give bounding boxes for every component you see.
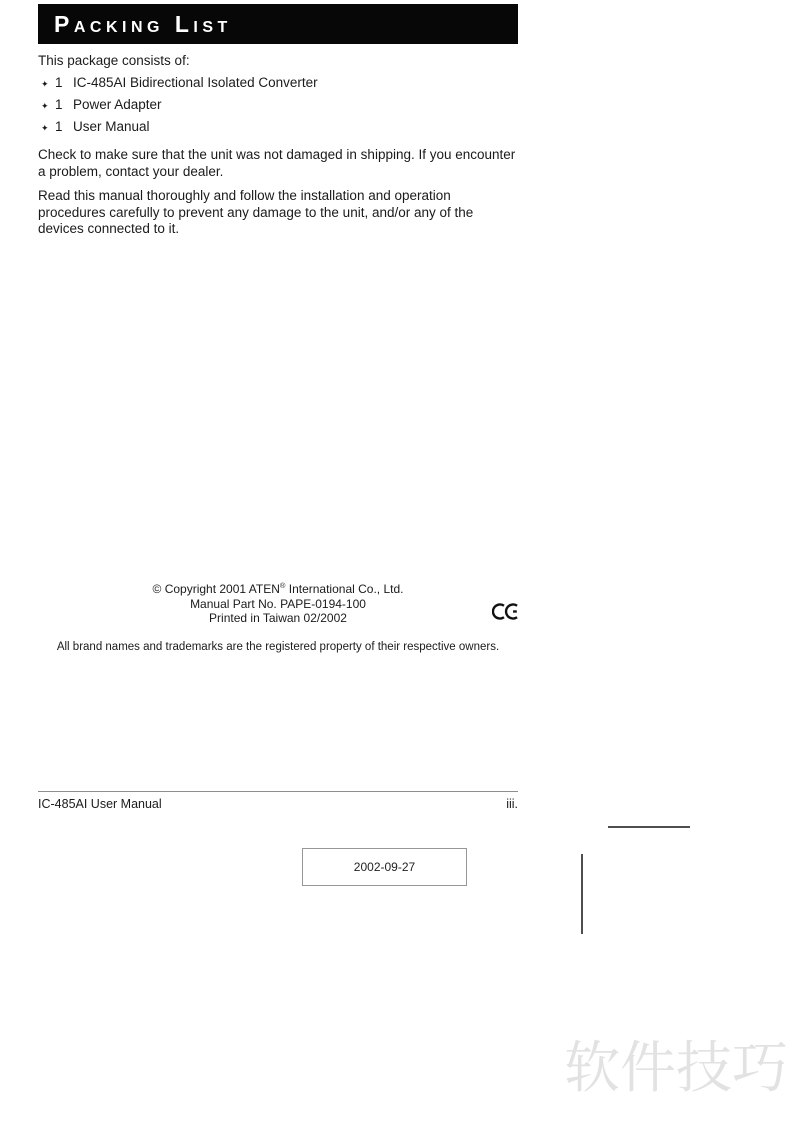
printed-in-line: Printed in Taiwan 02/2002 bbox=[209, 611, 347, 625]
diamond-bullet-icon: ✦ bbox=[41, 101, 49, 111]
item-quantity: 1 bbox=[55, 119, 63, 134]
copyright-line bbox=[38, 582, 518, 597]
packing-list bbox=[38, 75, 518, 136]
list-item bbox=[38, 119, 518, 136]
diamond-bullet-icon: ✦ bbox=[41, 123, 49, 133]
item-quantity: 1 bbox=[55, 75, 63, 90]
footer-page-number: iii. bbox=[506, 797, 518, 811]
part-number-line: Manual Part No. PAPE-0194-100 bbox=[190, 596, 366, 611]
section-header-bar bbox=[38, 4, 518, 44]
diamond-bullet-icon: ✦ bbox=[41, 79, 49, 89]
document-column bbox=[38, 0, 518, 238]
copyright-text-suffix: International Co., Ltd. bbox=[285, 582, 404, 596]
list-item bbox=[38, 97, 518, 114]
item-quantity: 1 bbox=[55, 97, 63, 112]
trademark-note: All brand names and trademarks are the registered property of their respective owners. bbox=[56, 641, 500, 653]
colophon bbox=[38, 582, 518, 626]
watermark-text: 软件技巧 bbox=[564, 1036, 788, 1099]
intro-text: This package consists of: bbox=[38, 53, 190, 68]
ce-mark-icon bbox=[492, 599, 521, 624]
annotation-underline bbox=[608, 826, 690, 828]
copyright-text: © Copyright 2001 ATEN bbox=[152, 582, 280, 596]
date-stamp-box: 2002-09-27 bbox=[302, 848, 467, 886]
page-footer bbox=[38, 791, 518, 811]
paragraph-shipping-check: Check to make sure that the unit was not damaged in shipping. If you encounter a problem, contact your dealer. bbox=[38, 147, 516, 179]
page-title: Packing List bbox=[54, 10, 232, 37]
footer-doc-title: IC-485AI User Manual bbox=[38, 797, 162, 811]
annotation-vertical-line bbox=[581, 854, 583, 934]
paragraph-read-manual: Read this manual thoroughly and follow the installation and operation procedures carefully to prevent any damage to the unit, and/or any of the devices connected to it. bbox=[38, 188, 474, 236]
item-label: User Manual bbox=[73, 119, 150, 134]
list-item bbox=[38, 75, 518, 92]
item-label: IC-485AI Bidirectional Isolated Converter bbox=[73, 75, 318, 90]
registered-trademark-symbol: ® bbox=[279, 581, 286, 590]
item-label: Power Adapter bbox=[73, 97, 162, 112]
